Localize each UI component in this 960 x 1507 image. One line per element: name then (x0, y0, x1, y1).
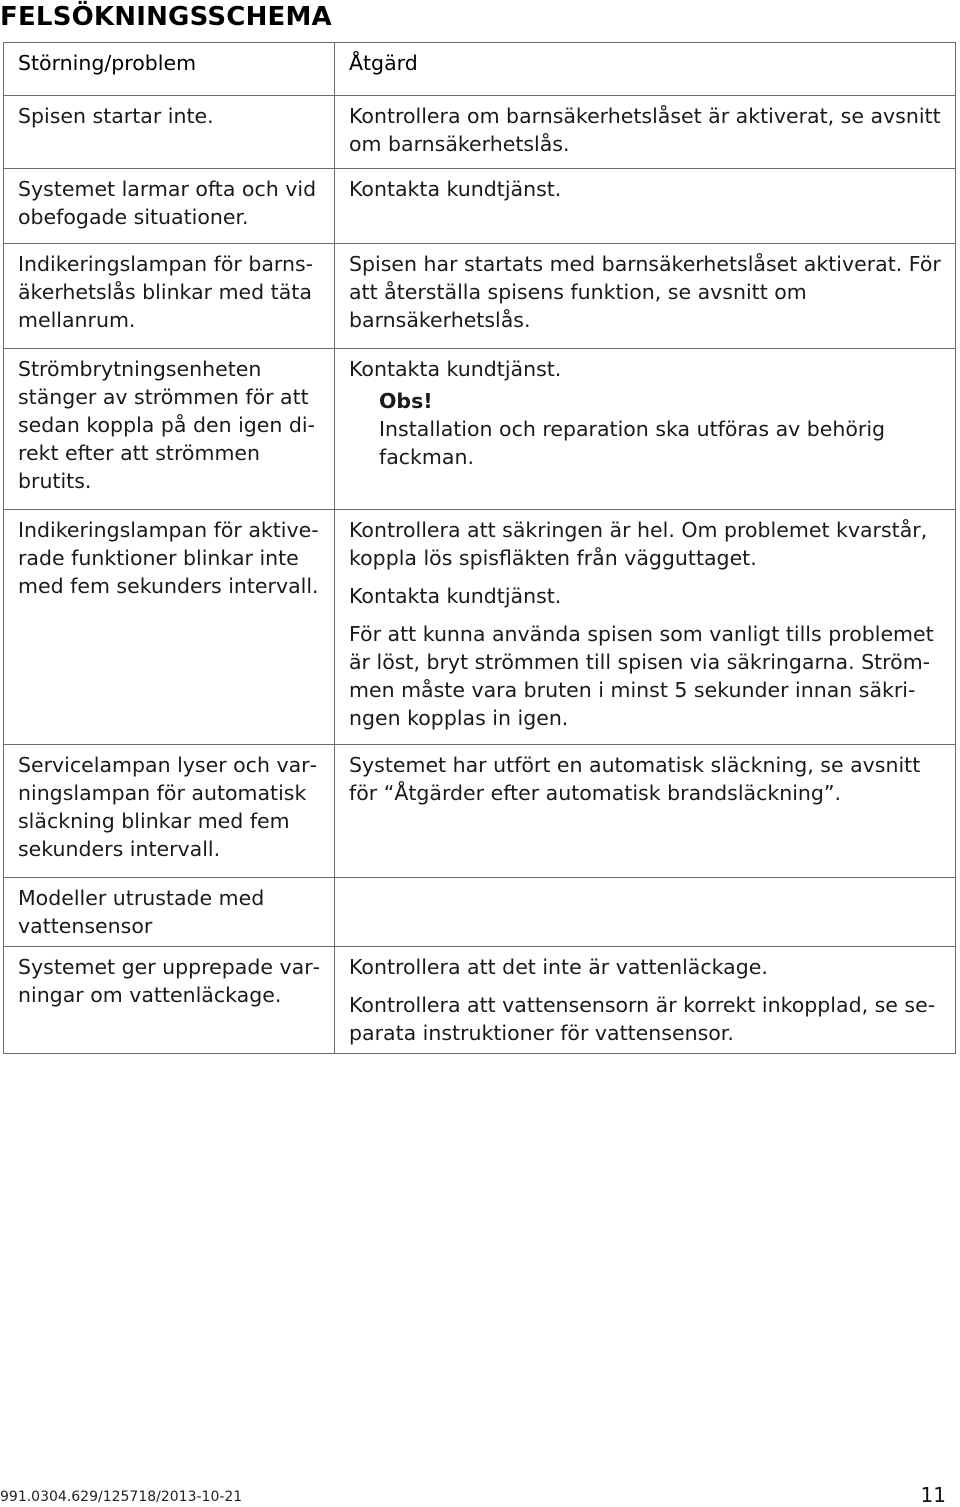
problem-cell: Indikeringslampan för aktiverade funktioner blinkar inte med fem sekunders intervall. (4, 510, 335, 745)
table-row (4, 947, 956, 1054)
note-text: Installation och reparation ska utföras av behörig fackman. (379, 417, 886, 469)
action-text: Kontakta kundtjänst. (349, 177, 562, 201)
action-cell (335, 96, 956, 169)
table-row (4, 878, 956, 947)
action-text: Kontakta kundtjänst. (349, 584, 562, 608)
action-text: Kontrollera om barnsäkerhetslåset är aktiverat, se avsnitt om barnsäkerhetslås. (349, 104, 941, 156)
action-text: Kontakta kundtjänst. (349, 357, 562, 381)
header-problem: Störning/problem (4, 43, 335, 96)
action-text: Systemet har utfört en automatisk släckning, se avsnitt för “Åtgärder efter automatisk brandsläckning”. (349, 753, 921, 805)
problem-cell: Servicelampan lyser och varningslampan för automatisk släckning blinkar med fem sekunders intervall. (4, 745, 335, 878)
page-number: 11 (920, 1483, 946, 1507)
action-cell (335, 947, 956, 1054)
problem-cell: Systemet ger upprepade varningar om vattenläckage. (4, 947, 335, 1054)
table-row (4, 96, 956, 169)
subheading-cell: Modeller utrustade med vattensensor (4, 878, 335, 947)
document-number: 991.0304.629/125718/2013-10-21 (0, 1489, 243, 1505)
action-text: För att kunna använda spisen som vanligt tills problemet är löst, bryt strömmen till spisen via säkringarna. Strömmen måste vara bruten i minst 5 sekunder innan säkringen kopplas in igen. (349, 622, 934, 730)
table-row (4, 510, 956, 745)
action-cell (335, 349, 956, 510)
action-cell (335, 745, 956, 878)
problem-cell: Indikeringslampan för barnsäkerhetslås blinkar med täta mellanrum. (4, 244, 335, 349)
note-label: Obs! (379, 389, 433, 413)
problem-cell: Systemet larmar ofta och vid obefogade situationer. (4, 169, 335, 244)
table-row (4, 169, 956, 244)
header-action: Åtgärd (335, 43, 956, 96)
action-cell (335, 169, 956, 244)
troubleshooting-table (3, 42, 956, 1054)
table-row (4, 745, 956, 878)
table-row (4, 349, 956, 510)
action-text: Spisen har startats med barnsäkerhetslåset aktiverat. För att återställa spisens funktion, se avsnitt om barnsäkerhetslås. (349, 252, 941, 332)
action-cell (335, 244, 956, 349)
action-text: Kontrollera att säkringen är hel. Om problemet kvarstår, koppla lös spisfläkten från vägguttaget. (349, 518, 928, 570)
note (349, 387, 945, 471)
action-cell (335, 878, 956, 947)
table-header-row (4, 43, 956, 96)
action-text: Kontrollera att det inte är vattenläckage. (349, 955, 768, 979)
action-cell (335, 510, 956, 745)
problem-cell: Spisen startar inte. (4, 96, 335, 169)
page-title: FELSÖKNINGSSCHEMA (0, 2, 332, 32)
problem-cell: Strömbrytningsenheten stänger av strömmen för att sedan koppla på den igen direkt efter att strömmen brutits. (4, 349, 335, 510)
table-row (4, 244, 956, 349)
action-text: Kontrollera att vattensensorn är korrekt inkopplad, se separata instruktioner för vattensensor. (349, 993, 936, 1045)
